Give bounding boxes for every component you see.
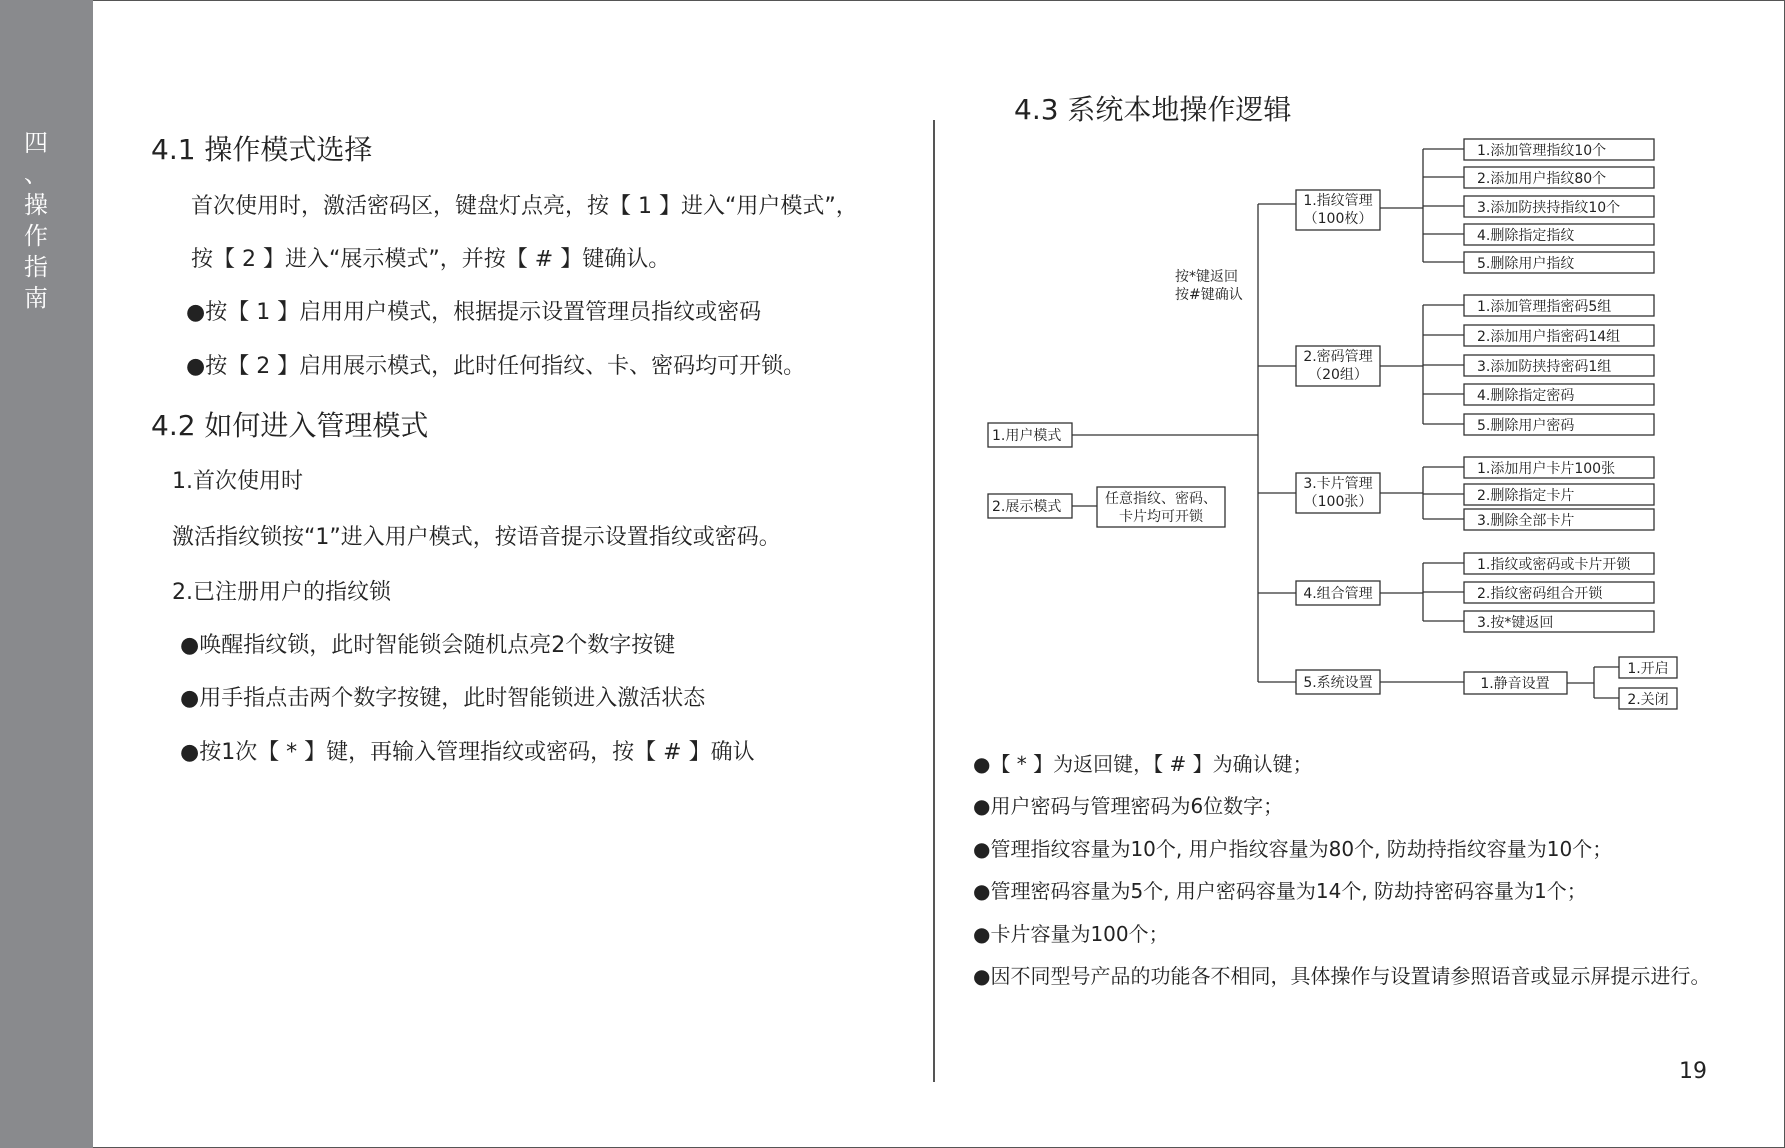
note-6: ●因不同型号产品的功能各不相同，具体操作与设置请参照语音或显示屏提示进行。 — [973, 964, 1711, 988]
section-4-2-paragraph: 激活指纹锁按“1”进入用户模式，按语音提示设置指纹或密码。 — [172, 525, 781, 550]
chapter-char: 指 — [24, 253, 48, 281]
note-5: ●卡片容量为100个； — [973, 922, 1169, 946]
card-item-3: 3.删除全部卡片 — [1477, 513, 1575, 529]
fp-mgmt-count: （100枚） — [1303, 211, 1373, 227]
user-mode-label: 1.用户模式 — [992, 428, 1062, 444]
pw-item-4: 4.删除指定密码 — [1477, 388, 1575, 404]
card-mgmt-count: （100张） — [1303, 494, 1373, 510]
hint-confirm: 按#键确认 — [1175, 287, 1243, 303]
fp-item-5: 5.删除用户指纹 — [1477, 256, 1575, 272]
fp-mgmt-label: 1.指纹管理 — [1303, 193, 1373, 209]
note-2: ●用户密码与管理密码为6位数字； — [973, 794, 1284, 818]
note-4: ●管理密码容量为5个, 用户密码容量为14个, 防劫持密码容量为1个； — [973, 879, 1587, 903]
section-4-2-bullet-3: ●按1次【 * 】键，再输入管理指纹或密码，按【 # 】确认 — [180, 740, 755, 765]
fp-item-2: 2.添加用户指纹80个 — [1477, 171, 1607, 187]
pw-item-1: 1.添加管理指密码5组 — [1477, 299, 1612, 315]
combo-item-1: 1.指纹或密码或卡片开锁 — [1477, 557, 1631, 573]
combo-item-3: 3.按*键返回 — [1477, 615, 1554, 631]
section-4-2-bullet-1: ●唤醒指纹锁，此时智能锁会随机点亮2个数字按键 — [180, 633, 676, 658]
hint-back: 按*键返回 — [1175, 269, 1238, 285]
pw-item-2: 2.添加用户指密码14组 — [1477, 329, 1621, 345]
card-mgmt-label: 3.卡片管理 — [1303, 476, 1373, 492]
demo-desc-line-2: 卡片均可开锁 — [1119, 509, 1203, 525]
section-4-2-bullet-2: ●用手指点击两个数字按键，此时智能锁进入激活状态 — [180, 686, 706, 711]
on-label: 1.开启 — [1627, 661, 1669, 677]
section-4-2-sub-2: 2.已注册用户的指纹锁 — [172, 580, 391, 605]
note-1: ●【 * 】为返回键，【 # 】为确认键； — [973, 752, 1313, 776]
chapter-char: 、 — [24, 160, 48, 188]
chapter-char: 南 — [24, 284, 48, 312]
pw-mgmt-count: （20组） — [1308, 367, 1368, 383]
sys-settings-label: 5.系统设置 — [1303, 675, 1373, 691]
pw-mgmt-label: 2.密码管理 — [1303, 349, 1373, 365]
section-4-1-bullet-2: ●按【 2 】启用展示模式，此时任何指纹、卡、密码均可开锁。 — [186, 354, 806, 379]
combo-item-2: 2.指纹密码组合开锁 — [1477, 586, 1603, 602]
fp-item-3: 3.添加防挟持指纹10个 — [1477, 200, 1621, 216]
section-4-1-title: 4.1 操作模式选择 — [151, 133, 373, 166]
mute-settings-label: 1.静音设置 — [1480, 676, 1550, 692]
section-4-1-paragraph-2: 按【 2 】进入“展示模式”，并按【 # 】键确认。 — [191, 247, 671, 272]
fp-item-1: 1.添加管理指纹10个 — [1477, 143, 1607, 159]
off-label: 2.关闭 — [1627, 692, 1669, 708]
card-item-2: 2.删除指定卡片 — [1477, 488, 1575, 504]
combo-mgmt-label: 4.组合管理 — [1303, 586, 1373, 602]
section-4-1-bullet-1: ●按【 1 】启用用户模式，根据提示设置管理员指纹或密码 — [186, 300, 762, 325]
page-number: 19 — [1679, 1059, 1707, 1084]
section-4-2-sub-1: 1.首次使用时 — [172, 469, 303, 494]
section-4-2-title: 4.2 如何进入管理模式 — [151, 409, 429, 442]
pw-item-5: 5.删除用户密码 — [1477, 418, 1575, 434]
section-4-1-paragraph-1: 首次使用时，激活密码区，键盘灯点亮，按【 1 】进入“用户模式”， — [191, 194, 858, 219]
chapter-char: 操 — [24, 191, 48, 219]
chapter-char: 四 — [24, 129, 48, 157]
pw-item-3: 3.添加防挟持密码1组 — [1477, 359, 1612, 375]
fp-item-4: 4.删除指定指纹 — [1477, 228, 1575, 244]
demo-mode-label: 2.展示模式 — [992, 499, 1062, 515]
chapter-char: 作 — [24, 222, 48, 250]
note-3: ●管理指纹容量为10个, 用户指纹容量为80个, 防劫持指纹容量为10个； — [973, 837, 1613, 861]
section-4-3-title: 4.3 系统本地操作逻辑 — [1014, 93, 1292, 126]
card-item-1: 1.添加用户卡片100张 — [1477, 461, 1616, 477]
demo-desc-line-1: 任意指纹、密码、 — [1105, 491, 1217, 507]
